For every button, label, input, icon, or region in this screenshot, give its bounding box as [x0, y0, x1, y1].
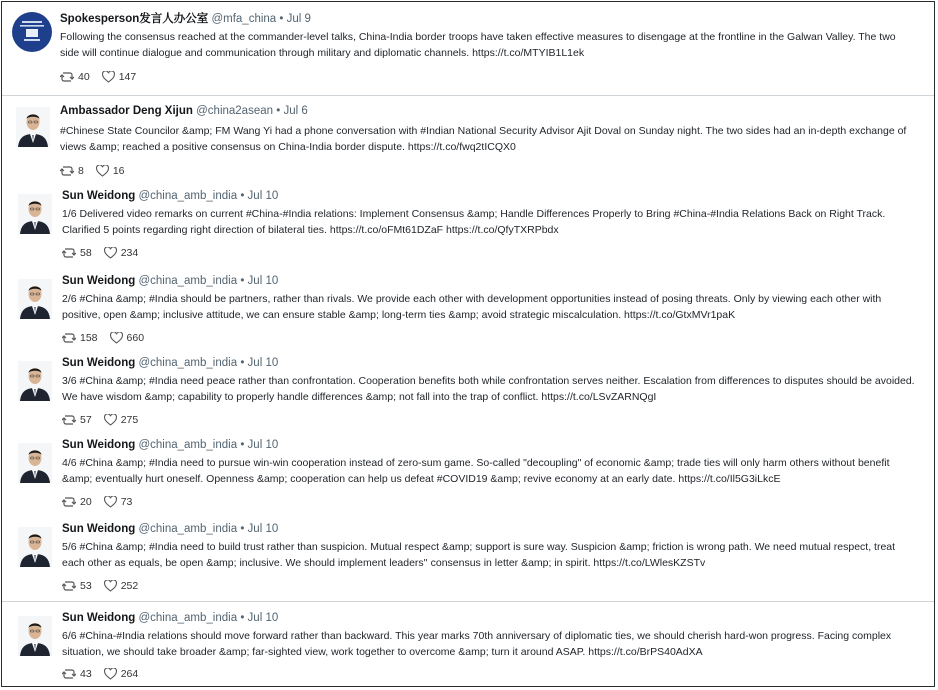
retweet-icon	[62, 496, 76, 508]
heart-icon	[102, 71, 115, 83]
tweet-text: 4/6 #China &amp; #India need to pursue win-win cooperation instead of zero-sum game. So-called "decoupling" of economic &amp; trade ties will only harm others without benefit &amp; eventually hurt oneself. Openness &amp; cooperation can help us defeat #COVID19 &amp; revive economy at an early date. https://t.co/Il5G3iLkcE	[62, 457, 890, 485]
tweet-text: #Chinese State Councilor &amp; FM Wang Yi had a phone conversation with #Indian National Security Advisor Ajit Doval on Sunday night. The two sides had an in-depth exchange of views &amp; reached a positive consensus on China-India border dispute. https://t.co/fwq2tICQX0	[60, 125, 907, 153]
tweet-header	[62, 522, 278, 536]
tweet-text: 1/6 Delivered video remarks on current #China-#India relations: Implement Consensus &amp; Handle Differences Properly to Bring #China-#India Relations Back on Right Track. Clarified 5 points regarding right direction of bilateral ties. https://t.co/oFMt61DZaF https://t.co/QfyTXRPbdx	[62, 208, 886, 236]
author-handle[interactable]: @china_amb_india	[138, 190, 238, 202]
like-count: 275	[120, 414, 139, 426]
retweet-icon	[62, 580, 76, 592]
tweet-date[interactable]: Jul 10	[247, 190, 279, 202]
retweet-button[interactable]	[62, 414, 92, 426]
separator: •	[276, 105, 281, 117]
retweet-count: 43	[80, 668, 92, 680]
avatar[interactable]	[18, 194, 52, 234]
divider	[2, 601, 934, 602]
like-button[interactable]	[110, 332, 145, 344]
like-count: 234	[120, 247, 139, 259]
author-name[interactable]: Sun Weidong	[62, 523, 136, 535]
tweet-text: 5/6 #China &amp; #India need to build trust rather than suspicion. Mutual respect &amp; support is sure way. Suspicion &amp; friction is wrong path. We need mutual respect, treat each other as equals, be open &amp; inclusive. We should implement leaders'' consensus in letter &amp; in spirit. https://t.co/LWlesKZSTv	[62, 541, 896, 569]
separator: •	[240, 275, 245, 287]
heart-icon	[104, 668, 117, 680]
tweet-text: 6/6 #China-#India relations should move forward rather than backward. This year marks 70th anniversary of diplomatic ties, we should cherish hard-won progress. Facing complex situation, we should take broader &amp; far-sighted view, work together to overcome &amp; turn it around ASAP. https://t.co/BrPS40AdXA	[62, 630, 892, 658]
separator: •	[240, 523, 245, 535]
author-handle[interactable]: @china_amb_india	[138, 612, 238, 624]
tweet-actions	[62, 247, 150, 259]
tweet-actions	[60, 71, 148, 83]
retweet-button[interactable]	[62, 496, 92, 508]
like-button[interactable]	[104, 414, 139, 426]
author-name[interactable]: Sun Weidong	[62, 357, 136, 369]
tweet-date[interactable]: Jul 9	[286, 13, 311, 25]
like-button[interactable]	[104, 580, 139, 592]
tweet-actions	[62, 580, 150, 592]
like-button[interactable]	[104, 247, 139, 259]
separator: •	[240, 357, 245, 369]
like-count: 264	[120, 668, 139, 680]
retweet-button[interactable]	[60, 71, 90, 83]
avatar[interactable]	[16, 107, 50, 147]
retweet-count: 158	[80, 332, 98, 344]
tweet-feed	[1, 1, 935, 687]
author-handle[interactable]: @china2asean	[196, 105, 274, 117]
separator: •	[279, 13, 284, 25]
separator: •	[240, 190, 245, 202]
retweet-icon	[60, 71, 74, 83]
heart-icon	[104, 414, 117, 426]
retweet-count: 57	[80, 414, 92, 426]
heart-icon	[104, 496, 117, 508]
author-name[interactable]: Sun Weidong	[62, 190, 136, 202]
tweet-header	[62, 189, 278, 203]
author-name[interactable]: Sun Weidong	[62, 439, 136, 451]
like-count: 73	[120, 496, 133, 508]
avatar[interactable]	[18, 361, 52, 401]
like-button[interactable]	[104, 668, 139, 680]
retweet-count: 53	[80, 580, 92, 592]
tweet-header	[62, 356, 278, 370]
retweet-count: 8	[78, 165, 84, 177]
retweet-button[interactable]	[62, 247, 92, 259]
author-name[interactable]: Sun Weidong	[62, 275, 136, 287]
tweet-text: 3/6 #China &amp; #India need peace rather than confrontation. Cooperation benefits both while confrontation serves neither. Escalation from differences to disputes should be avoided. We have wisdom &amp; capability to properly handle differences &amp; not fall into the trap of conflict. https://t.co/LSvZARNQgI	[62, 375, 915, 403]
separator: •	[240, 439, 245, 451]
separator: •	[240, 612, 245, 624]
like-button[interactable]	[96, 165, 125, 177]
tweet-actions	[60, 165, 137, 177]
like-button[interactable]	[104, 496, 133, 508]
author-name[interactable]: Ambassador Deng Xijun	[60, 105, 193, 117]
author-handle[interactable]: @china_amb_india	[138, 275, 238, 287]
tweet-header	[62, 274, 278, 288]
tweet-date[interactable]: Jul 10	[247, 439, 279, 451]
avatar[interactable]	[18, 279, 52, 319]
retweet-count: 20	[80, 496, 92, 508]
retweet-icon	[62, 414, 76, 426]
retweet-button[interactable]	[62, 668, 92, 680]
avatar[interactable]	[18, 527, 52, 567]
retweet-icon	[62, 247, 76, 259]
retweet-button[interactable]	[62, 580, 92, 592]
like-count: 16	[112, 165, 125, 177]
author-handle[interactable]: @mfa_china	[211, 13, 277, 25]
retweet-count: 58	[80, 247, 92, 259]
retweet-button[interactable]	[60, 165, 84, 177]
author-handle[interactable]: @china_amb_india	[138, 357, 238, 369]
tweet-date[interactable]: Jul 10	[247, 275, 279, 287]
retweet-icon	[60, 165, 74, 177]
like-button[interactable]	[102, 71, 137, 83]
heart-icon	[104, 247, 117, 259]
retweet-count: 40	[78, 71, 90, 83]
tweet-date[interactable]: Jul 10	[247, 523, 279, 535]
avatar[interactable]	[18, 616, 52, 656]
tweet-actions	[62, 496, 144, 508]
retweet-icon	[62, 332, 76, 344]
like-count: 660	[126, 332, 145, 344]
like-count: 147	[118, 71, 137, 83]
tweet-actions	[62, 414, 150, 426]
author-handle[interactable]: @china_amb_india	[138, 523, 238, 535]
tweet-date[interactable]: Jul 6	[283, 105, 308, 117]
avatar[interactable]	[18, 443, 52, 483]
divider	[2, 95, 934, 96]
tweet-actions	[62, 332, 156, 344]
tweet-header	[62, 611, 278, 625]
retweet-button[interactable]	[62, 332, 98, 344]
heart-icon	[96, 165, 109, 177]
tweet-actions	[62, 668, 150, 680]
tweet-date[interactable]: Jul 10	[247, 357, 279, 369]
like-count: 252	[120, 580, 139, 592]
tweet-text: 2/6 #China &amp; #India should be partners, rather than rivals. We provide each other with development opportunities instead of posing threats. Only by viewing each other with positive, open &amp; inclusive attitude, we can ensure stable &amp; long-term ties &amp; avoid strategic miscalculation. https://t.co/GtxMVr1paK	[62, 293, 882, 321]
author-handle[interactable]: @china_amb_india	[138, 439, 238, 451]
author-name[interactable]: Sun Weidong	[62, 612, 136, 624]
tweet-date[interactable]: Jul 10	[247, 612, 279, 624]
retweet-icon	[62, 668, 76, 680]
avatar-mfa-logo[interactable]	[12, 12, 52, 52]
tweet-header	[60, 12, 311, 26]
author-name[interactable]: Spokesperson发言人办公室	[60, 13, 209, 25]
heart-icon	[110, 332, 123, 344]
tweet-header	[60, 104, 308, 118]
tweet-text: Following the consensus reached at the commander-level talks, China-India border troops have taken effective measures to disengage at the frontline in the Galwan Valley. The two side will continue dialogue and communication through military and diplomatic channels. https://t.co/MTYIB1L1ek	[60, 31, 896, 59]
heart-icon	[104, 580, 117, 592]
tweet-header	[62, 438, 278, 452]
